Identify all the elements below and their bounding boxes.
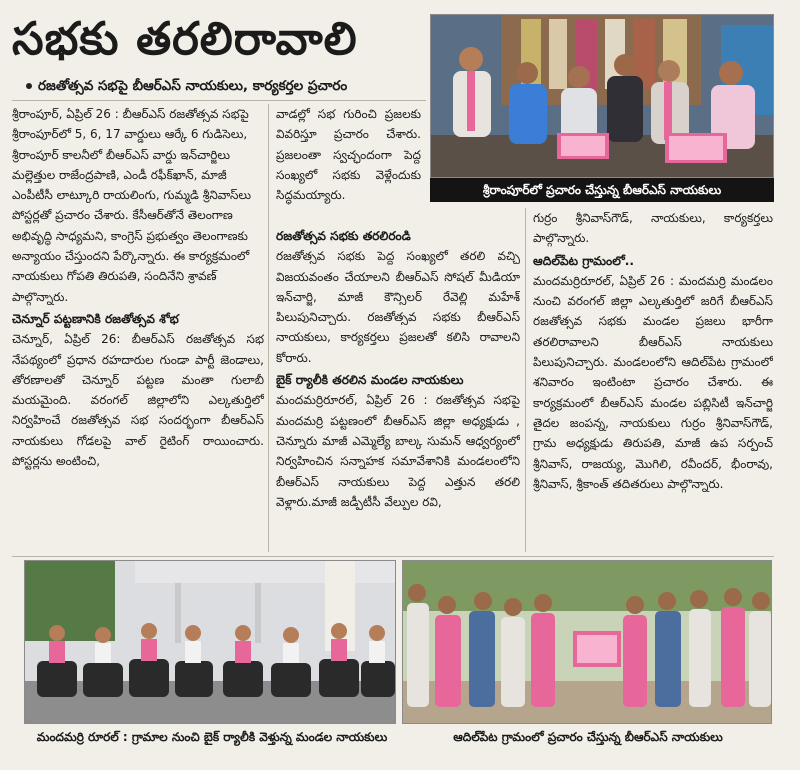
- col2-paragraph-1: వాడల్లో సభ గురించి ప్రజలకు వివరిస్తూ ప్రచారం చేశారు. ప్రజలంతా స్వచ్ఛందంగా పెద్ద సంఖ్యలో సభకు వెళ్లేందుకు సిద్ధమయ్యారు.: [276, 107, 421, 203]
- subheadline: [26, 74, 426, 98]
- column-divider: [268, 104, 269, 552]
- photo-top-caption: శ్రీరాంపూర్‌లో ప్రచారం చేస్తున్న బీఆర్ఎస్ నాయకులు: [430, 178, 774, 202]
- photo-top-scene: [431, 15, 774, 178]
- article-column-2: [276, 104, 421, 208]
- column-divider: [525, 208, 526, 552]
- col2-section-heading-1: రజతోత్సవ సభకు తరలిరండి: [276, 229, 411, 243]
- col3-section-heading: ఆదిల్‌పేట గ్రామంలో..: [533, 253, 635, 268]
- photo-bottom-right-caption: ఆదిల్‌పేట గ్రామంలో ప్రచారం చేస్తున్న బీఆర్ఎస్ నాయకులు: [453, 730, 723, 744]
- photo-bottom-left-caption: మందమర్రి రూరల్ : గ్రామాల నుంచి బైక్ ర్యాలీకి వెళ్తున్న మండల నాయకులు: [36, 730, 388, 744]
- col3-paragraph-1: గుర్రం శ్రీనివాస్‌గౌడ్, నాయకులు, కార్యకర్తలు పాల్గొన్నారు.: [533, 211, 773, 246]
- photo-bottom-right-scene: [403, 561, 772, 724]
- section-divider: [12, 556, 774, 557]
- photo-bottom-right: [402, 560, 772, 724]
- col1-section-heading: చెన్నూర్ పట్టణానికి రజతోత్సవ శోభ: [12, 311, 179, 326]
- col2-paragraph-2: రజతోత్సవ సభకు పెద్ద సంఖ్యలో తరలి వచ్చి విజయవంతం చేయాలని బీఆర్ఎస్ సోషల్ మీడియా ఇన్‌చార్జి, మాజీ కౌన్సిలర్ రేవెల్లి మహేశ్ పిలుపునిచ్చారు. రజతోత్సవ సభకు బీఆర్ఎస్ నాయకులు, కార్యకర్తలు ప్రజలతో కలిసి రావాలని కోరారు.: [276, 249, 520, 365]
- col3-paragraph-2: మందమర్రిరూరల్, ఏప్రిల్ 26 : మందమర్రి మండలం నుంచి వరంగల్ జిల్లా ఎల్కతుర్తిలో జరిగే బీఆర్ఎస్ రజతోత్సవ సభకు మండల ప్రజలు భారీగా తరలిరావాలని బీఆర్ఎస్ నాయకులు పిలుపునిచ్చారు. మండలంలోని ఆదిల్‌పేట గ్రామంలో శనివారం ఇంటింటా ప్రచారం చేశారు. ఈ కార్యక్రమంలో బీఆర్ఎస్ మండల పబ్లిసిటీ ఇన్‌చార్జి తైదల జంపన్న, నాయకులు గుర్రం శ్రీనివాస్‌గౌడ్, గ్రామ అధ్యక్షుడు తిరుపతి, మాజీ ఉప సర్పంచ్ శ్రీనివాస్, రాజయ్య, మొగిలి, రవీందర్, భీంరావు, శ్రీనివాస్, శ్రీకాంత్ తదితరులు పాల్గొన్నారు.: [533, 273, 773, 491]
- photo-bottom-left: [24, 560, 396, 724]
- article-column-2-lower: [276, 224, 520, 552]
- bullet-icon: [26, 83, 32, 89]
- col2-paragraph-3: మందమర్రిరూరల్, ఏప్రిల్ 26 : రజతోత్సవ సభపై మందమర్రి పట్టణంలో బీఆర్ఎస్ జిల్లా అధ్యక్షుడు , చెన్నూరు మాజీ ఎమ్మెల్యే బాల్క సుమన్ ఆధ్వర్యంలో నిర్వహించిన సన్నాహక సమావేశానికి మండలంలోని బీఆర్ఎస్ నాయకులు పెద్ద ఎత్తున తరలి వెళ్లారు.మాజీ జడ్పీటీసీ వేల్పుల రవి,: [276, 393, 520, 509]
- col1-paragraph-1: శ్రీరాంపూర్, ఏప్రిల్ 26 : బీఆర్ఎస్ రజతోత్సవ సభపై శ్రీరాంపూర్‌లో 5, 6, 17 వార్డులు ఆర్కే 6 గుడిసెలు, శ్రీరాంపూర్ కాలనీలో బీఆర్ఎస్ వార్డు ఇన్‌చార్జిలు మల్లెత్తుల రాజేంద్రపాణి, ఎండీ రఫీక్‌ఖాన్, మాజీ ఎంపీటీసీ లాట్కూరి రాయలింగు, గుమ్మడి శ్రీనివాస్‌లు పోస్టర్లతో ప్రచారం చేశారు. కేసీఆర్‌తోనే తెలంగాణ అభివృద్ధి సాధ్యమని, కాంగ్రెస్ ప్రభుత్వం తెలంగాణకు అన్యాయం చేస్తుందని పేర్కొన్నారు. ఈ కార్యక్రమంలో నాయకులు గోపతి తిరుపతి, సందినేని శ్రావణ్ పాల్గొన్నారు.: [12, 107, 252, 304]
- article-column-3: [533, 208, 773, 552]
- section-divider: [12, 100, 426, 101]
- col2-section-heading-2: బైక్ ర్యాలీకి తరలిన మండల నాయకులు: [276, 373, 464, 388]
- photo-bottom-left-scene: [25, 561, 396, 724]
- subheadline-text: రజతోత్సవ సభపై బీఆర్ఎస్ నాయకులు, కార్యకర్తల ప్రచారం: [38, 78, 348, 94]
- photo-top: [430, 14, 774, 178]
- col1-paragraph-2: చెన్నూర్, ఏప్రిల్ 26: బీఆర్ఎస్ రజతోత్సవ సభ నేపథ్యంలో ప్రధాన రహదారుల గుండా పార్టీ జెండాలు, తోరణాలతో చెన్నూర్ పట్టణ మంతా గులాబీ మయమైంది. వరంగల్ జిల్లాలోని ఎల్కతుర్తిలో నిర్వహించే రజతోత్సవ సభ సందర్భంగా బీఆర్ఎస్ నాయకులు గోడలపై వాల్ రైటింగ్ రాయించారు. పోస్టర్లను అంటించి,: [12, 332, 264, 469]
- article-column-1: [12, 104, 264, 552]
- headline: సభకు తరలిరావాలి: [12, 12, 358, 65]
